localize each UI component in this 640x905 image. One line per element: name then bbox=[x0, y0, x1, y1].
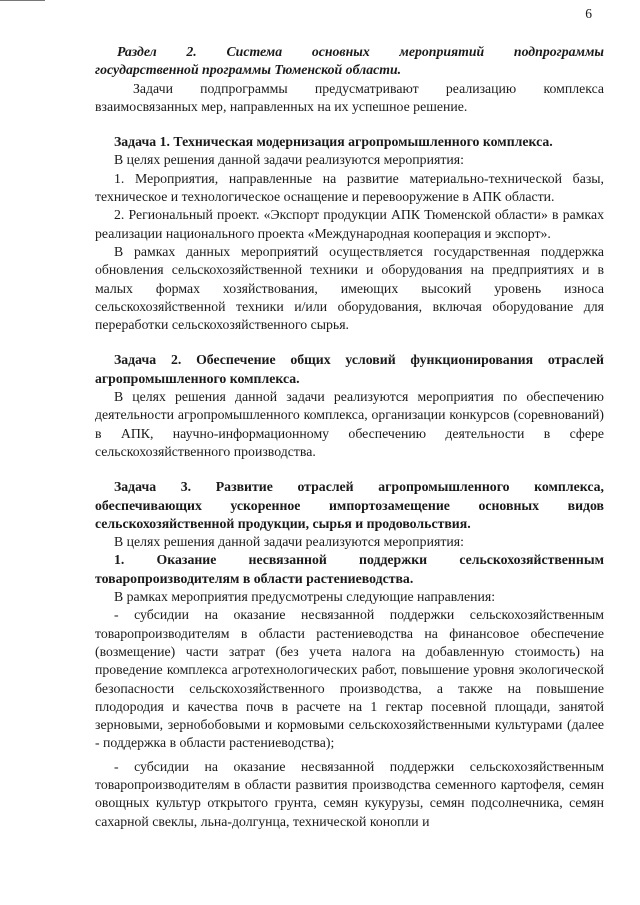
section-title-line1: Раздел 2. Система основных мероприятий подпрограммы bbox=[117, 44, 604, 59]
task3-paragraph: В рамках мероприятия предусмотрены следующие направления: bbox=[114, 589, 496, 605]
task3-paragraph: В целях решения данной задачи реализуются мероприятия: bbox=[114, 534, 464, 550]
task3-paragraph: - субсидии на оказание несвязанной поддержки сельскохозяйственным товаропроизводителям в области развития производства семенного картофеля, семян овощных культур открытого грунта, семян кукурузы, семян подсолнечника, семян сахарной свеклы, льна-долгунца, технической конопли и bbox=[95, 758, 604, 829]
task1-paragraph: В рамках данных мероприятий осуществляется государственная поддержка обновления сельскохозяйственной техники и оборудования на предприятиях и в малых формах хозяйствования, имеющих высокий уровень износа сельскохозяйственной техники и/или оборудования, включая оборудование для переработки сельскохозяйственного сырья. bbox=[95, 243, 604, 333]
task2-heading: Задача 2. Обеспечение общих условий функционирования отраслей агропромышленного комплекса. bbox=[95, 352, 604, 386]
task1-paragraph: 1. Мероприятия, направленные на развитие материально-технической базы, техническое и технологическое оснащение и перевооружение в АПК области. bbox=[95, 170, 604, 205]
header-rule bbox=[0, 0, 45, 1]
task3-item1-heading: 1. Оказание несвязанной поддержки сельскохозяйственным товаропроизводителям в области растениеводства. bbox=[95, 552, 604, 586]
document-body bbox=[95, 43, 604, 831]
task2-paragraph: В целях решения данной задачи реализуются мероприятия по обеспечению деятельности агропромышленного комплекса, организации конкурсов (соревнований) в АПК, научно-информационному обеспечению деятельности в сфере сельскохозяйственного производства. bbox=[95, 389, 604, 459]
task3-paragraph: - субсидии на оказание несвязанной поддержки сельскохозяйственным товаропроизводителям в области растениеводства на финансовое обеспечение (возмещение) части затрат (без учета налога на добавленную стоимость) на проведение комплекса агротехнологических работ, повышение уровня экологической безопасности сельскохозяйственного производства, а также на повышение плодородия и качества почв в расчете на 1 гектар посевной площади, занятой зерновыми, зернобобовыми и кормовыми сельскохозяйственными культурами (далее - поддержка в области растениеводства); bbox=[95, 607, 604, 751]
task1-paragraph: 2. Региональный проект. «Экспорт продукции АПК Тюменской области» в рамках реализации национального проекта «Международная кооперация и экспорт». bbox=[95, 207, 604, 241]
task1-paragraph: В целях решения данной задачи реализуются мероприятия: bbox=[114, 152, 464, 168]
page-number: 6 bbox=[585, 6, 592, 21]
task3-heading: Задача 3. Развитие отраслей агропромышленного комплекса, обеспечивающих ускоренное импортозамещение основных видов сельскохозяйственной продукции, сырья и продовольствия. bbox=[95, 479, 604, 531]
task1-heading: Задача 1. Техническая модернизация агропромышленного комплекса. bbox=[114, 134, 553, 150]
section-intro: Задачи подпрограммы предусматривают реализацию комплекса взаимосвязанных мер, направленных на их успешное решение. bbox=[95, 80, 604, 114]
section-title-line2: государственной программы Тюменской области. bbox=[95, 62, 402, 78]
